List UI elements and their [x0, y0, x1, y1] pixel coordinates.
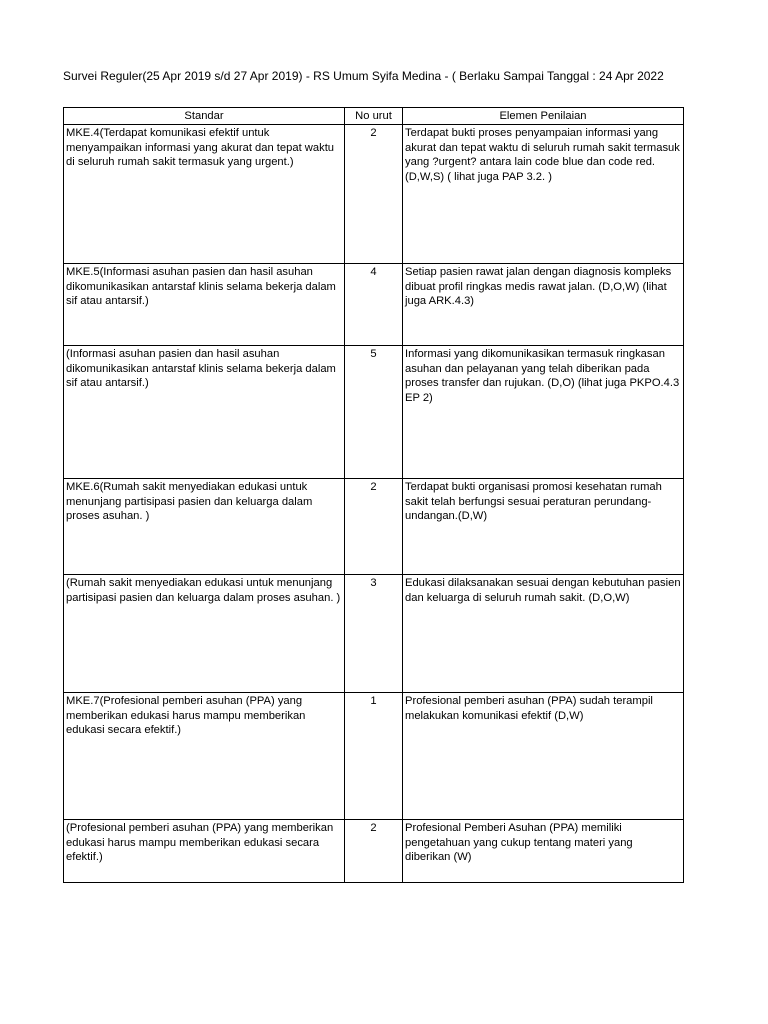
standar-cell: MKE.6(Rumah sakit menyediakan edukasi untuk menunjang partisipasi pasien dan keluarga dalam proses asuhan. ) [64, 479, 345, 575]
no-urut-cell: 2 [345, 479, 403, 575]
table-row [64, 346, 684, 479]
elemen-penilaian-cell: Profesional Pemberi Asuhan (PPA) memiliki pengetahuan yang cukup tentang materi yang diberikan (W) [403, 820, 684, 883]
standar-cell: MKE.5(Informasi asuhan pasien dan hasil asuhan dikomunikasikan antarstaf klinis selama bekerja dalam sif atau antarsif.) [64, 264, 345, 346]
elemen-penilaian-cell: Terdapat bukti proses penyampaian informasi yang akurat dan tepat waktu di seluruh rumah sakit termasuk yang ?urgent? antara lain code blue dan code red. (D,W,S) ( lihat juga PAP 3.2. ) [403, 125, 684, 264]
column-header-no-urut: No urut [345, 108, 403, 125]
no-urut-cell: 2 [345, 820, 403, 883]
standar-cell: (Profesional pemberi asuhan (PPA) yang memberikan edukasi harus mampu memberikan edukasi secara efektif.) [64, 820, 345, 883]
elemen-penilaian-cell: Terdapat bukti organisasi promosi kesehatan rumah sakit telah berfungsi sesuai peraturan perundang-undangan.(D,W) [403, 479, 684, 575]
no-urut-cell: 1 [345, 693, 403, 820]
table-row [64, 575, 684, 693]
column-header-standar: Standar [64, 108, 345, 125]
page-header: Survei Reguler(25 Apr 2019 s/d 27 Apr 2019) - RS Umum Syifa Medina - ( Berlaku Sampai Tanggal : 24 Apr 2022 [63, 69, 664, 83]
table-row [64, 693, 684, 820]
standar-cell: MKE.4(Terdapat komunikasi efektif untuk menyampaikan informasi yang akurat dan tepat waktu di seluruh rumah sakit termasuk yang urgent.) [64, 125, 345, 264]
table-row [64, 125, 684, 264]
no-urut-cell: 4 [345, 264, 403, 346]
table-row [64, 820, 684, 883]
elemen-penilaian-cell: Setiap pasien rawat jalan dengan diagnosis kompleks dibuat profil ringkas medis rawat jalan. (D,O,W) (lihat juga ARK.4.3) [403, 264, 684, 346]
elemen-penilaian-cell: Edukasi dilaksanakan sesuai dengan kebutuhan pasien dan keluarga di seluruh rumah sakit. (D,O,W) [403, 575, 684, 693]
no-urut-cell: 3 [345, 575, 403, 693]
elemen-penilaian-cell: Informasi yang dikomunikasikan termasuk ringkasan asuhan dan pelayanan yang telah diberikan pada proses transfer dan rujukan. (D,O) (lihat juga PKPO.4.3 EP 2) [403, 346, 684, 479]
column-header-elemen-penilaian: Elemen Penilaian [403, 108, 684, 125]
standar-cell: (Informasi asuhan pasien dan hasil asuhan dikomunikasikan antarstaf klinis selama bekerja dalam sif atau antarsif.) [64, 346, 345, 479]
standar-cell: MKE.7(Profesional pemberi asuhan (PPA) yang memberikan edukasi harus mampu memberikan edukasi secara efektif.) [64, 693, 345, 820]
table-row [64, 264, 684, 346]
table-row [64, 479, 684, 575]
table-header-row [64, 108, 684, 125]
no-urut-cell: 5 [345, 346, 403, 479]
elemen-penilaian-cell: Profesional pemberi asuhan (PPA) sudah terampil melakukan komunikasi efektif (D,W) [403, 693, 684, 820]
assessment-table [63, 107, 684, 883]
no-urut-cell: 2 [345, 125, 403, 264]
standar-cell: (Rumah sakit menyediakan edukasi untuk menunjang partisipasi pasien dan keluarga dalam proses asuhan. ) [64, 575, 345, 693]
